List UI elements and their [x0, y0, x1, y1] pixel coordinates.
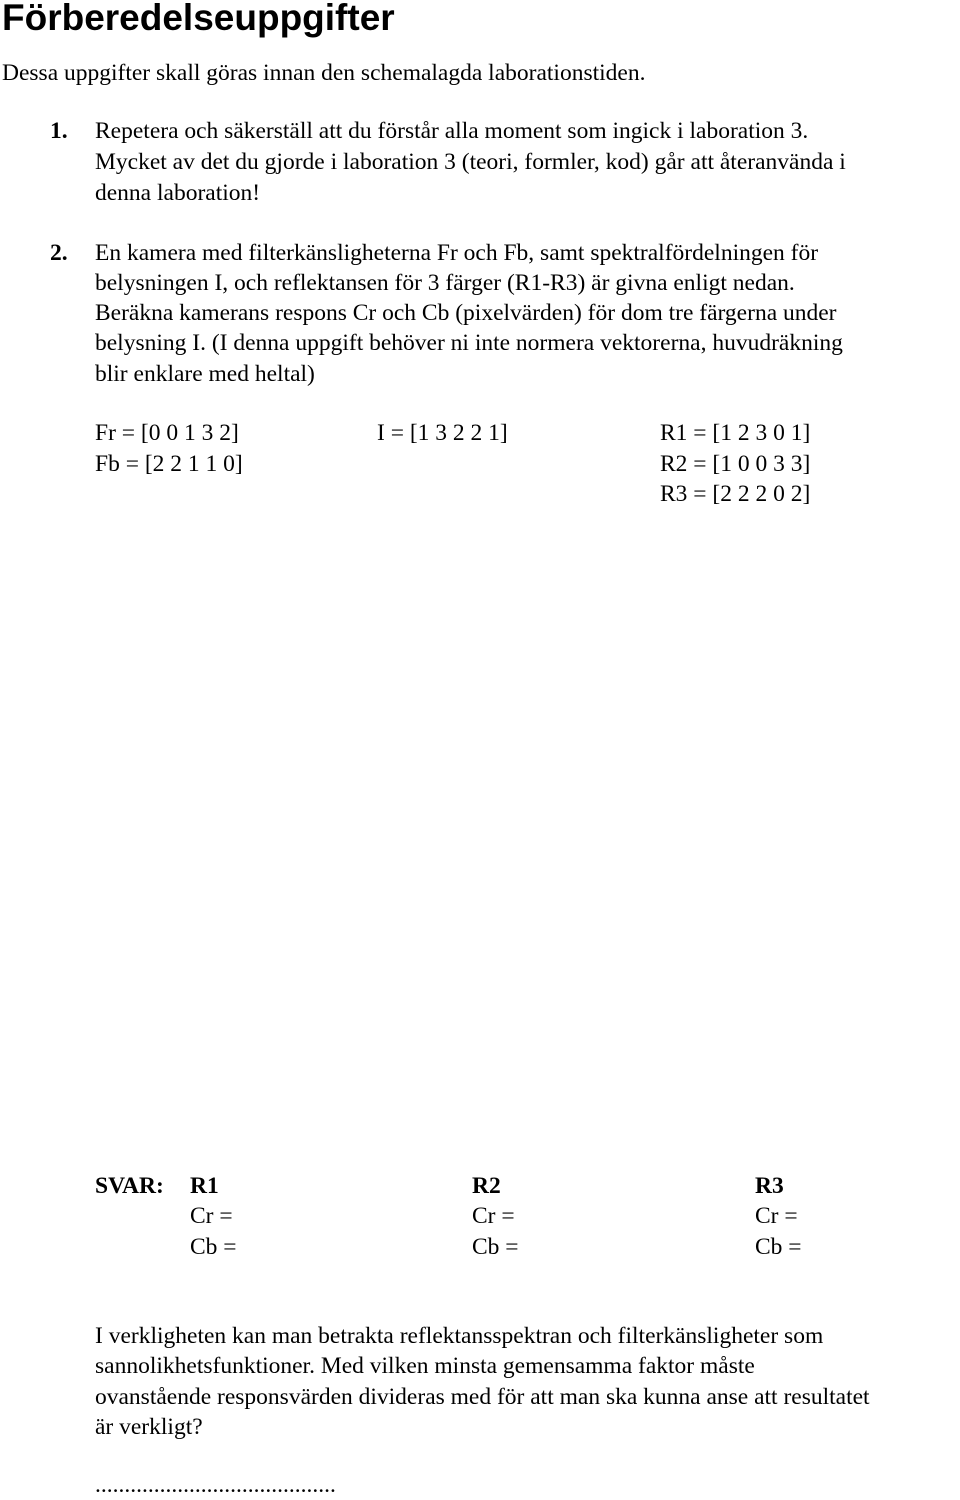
task-1-number: 1. [50, 118, 68, 144]
answer-dotted-line: ......................................... [95, 1472, 336, 1498]
page-title: Förberedelseuppgifter [2, 0, 395, 38]
answer-cb-r3: Cb = [755, 1234, 802, 1260]
task-2-line: belysning I. (I denna uppgift behöver ni inte normera vektorerna, huvudräkning [95, 330, 843, 356]
task-2-number: 2. [50, 240, 68, 266]
vector-fb: Fb = [2 2 1 1 0] [95, 451, 243, 477]
task-2-line: blir enklare med heltal) [95, 361, 315, 387]
answer-cr-r2: Cr = [472, 1203, 515, 1229]
task-2-line: belysningen I, och reflektansen för 3 färger (R1-R3) är givna enligt nedan. [95, 270, 795, 296]
task-2-line: En kamera med filterkänsligheterna Fr och Fb, samt spektralfördelningen för [95, 240, 819, 266]
task-1-line: Repetera och säkerställ att du förstår alla moment som ingick i laboration 3. [95, 118, 809, 144]
vector-r2: R2 = [1 0 0 3 3] [660, 451, 811, 477]
final-question-line: I verkligheten kan man betrakta reflektansspektran och filterkänsligheter som [95, 1323, 824, 1349]
vector-r1: R1 = [1 2 3 0 1] [660, 420, 811, 446]
task-1-line: Mycket av det du gjorde i laboration 3 (teori, formler, kod) går att återanvända i [95, 149, 846, 175]
task-1-line: denna laboration! [95, 180, 261, 206]
answer-label: SVAR: [95, 1173, 164, 1199]
answer-header-r1: R1 [190, 1173, 219, 1199]
task-2-line: Beräkna kamerans respons Cr och Cb (pixelvärden) för dom tre färgerna under [95, 300, 837, 326]
answer-header-r2: R2 [472, 1173, 501, 1199]
vector-i: I = [1 3 2 2 1] [377, 420, 508, 446]
final-question-line: sannolikhetsfunktioner. Med vilken minsta gemensamma faktor måste [95, 1353, 755, 1379]
vector-r3: R3 = [2 2 2 0 2] [660, 481, 811, 507]
answer-cb-r2: Cb = [472, 1234, 519, 1260]
final-question-line: är verkligt? [95, 1414, 203, 1440]
vector-fr: Fr = [0 0 1 3 2] [95, 420, 239, 446]
answer-cb-r1: Cb = [190, 1234, 237, 1260]
answer-cr-r3: Cr = [755, 1203, 798, 1229]
intro-text: Dessa uppgifter skall göras innan den schemalagda laborationstiden. [2, 60, 646, 86]
final-question-line: ovanstående responsvärden divideras med för att man ska kunna anse att resultatet [95, 1384, 870, 1410]
answer-header-r3: R3 [755, 1173, 784, 1199]
answer-cr-r1: Cr = [190, 1203, 233, 1229]
